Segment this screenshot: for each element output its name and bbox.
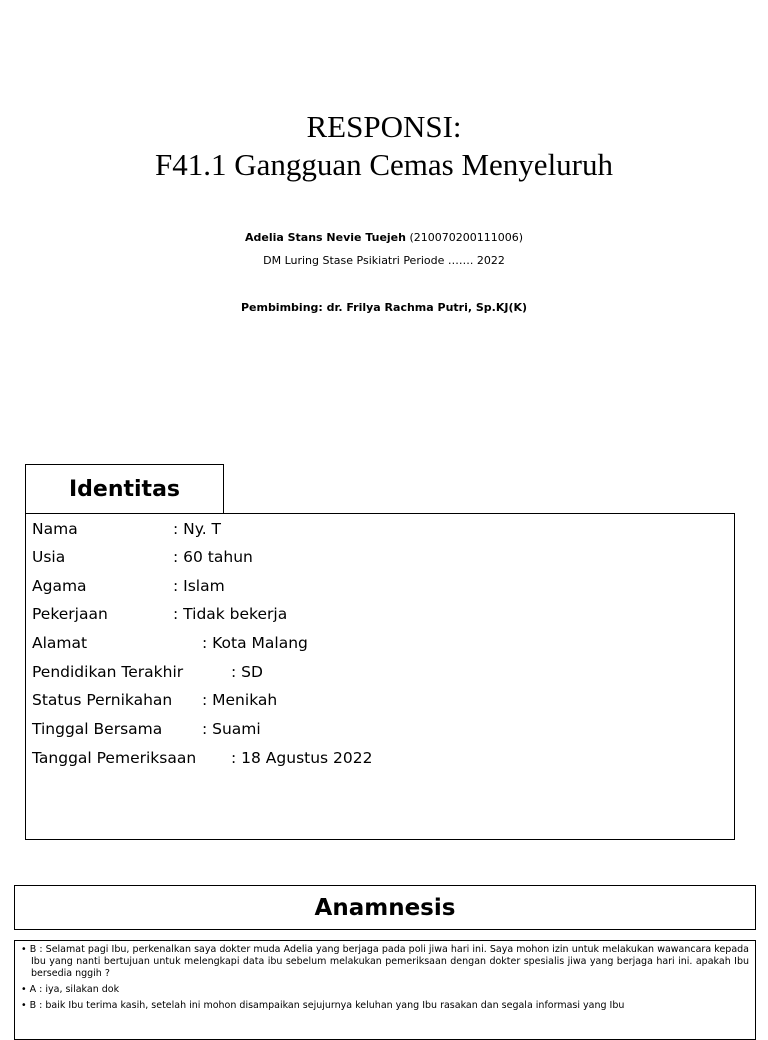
supervisor-line: Pembimbing: dr. Frilya Rachma Putri, Sp.KJ(K) bbox=[240, 301, 528, 314]
author-name: Adelia Stans Nevie Tuejeh bbox=[244, 231, 406, 244]
row-label: Tanggal Pemeriksaan bbox=[32, 749, 197, 767]
identitas-heading: Identitas bbox=[25, 464, 224, 514]
row-value: : Kota Malang bbox=[202, 634, 308, 652]
anamnesis-heading: Anamnesis bbox=[14, 885, 756, 930]
slide-title-line-2: F41.1 Gangguan Cemas Menyeluruh bbox=[154, 147, 614, 182]
row-value: : Ny. T bbox=[173, 520, 222, 538]
row-value: : Suami bbox=[202, 720, 261, 738]
row-value: : SD bbox=[231, 663, 263, 681]
row-value: : Menikah bbox=[202, 691, 278, 709]
row-label: Tinggal Bersama bbox=[32, 720, 163, 738]
row-value: : Tidak bekerja bbox=[173, 605, 288, 623]
author-nim: (210070200111006) bbox=[405, 231, 524, 244]
program-line: DM Luring Stase Psikiatri Periode ……. 2022 bbox=[263, 254, 505, 267]
row-label: Usia bbox=[32, 548, 66, 566]
dialog-line: • B : baik Ibu terima kasih, setelah ini mohon disampaikan sejujurnya keluhan yang Ibu rasakan dan segala informasi yang Ibu bbox=[21, 1000, 625, 1011]
slide-title-line-1: RESPONSI: bbox=[306, 109, 462, 144]
row-label: Agama bbox=[32, 577, 87, 595]
row-label: Alamat bbox=[32, 634, 88, 652]
row-value: : 60 tahun bbox=[173, 548, 253, 566]
author-line bbox=[0, 231, 768, 245]
anamnesis-dialog-box bbox=[14, 940, 756, 1040]
dialog-line: • A : iya, silakan dok bbox=[21, 984, 120, 995]
row-label: Pendidikan Terakhir bbox=[32, 663, 184, 681]
row-label: Pekerjaan bbox=[32, 605, 108, 623]
row-label: Nama bbox=[32, 520, 78, 538]
identitas-box bbox=[25, 513, 735, 840]
row-value: : Islam bbox=[173, 577, 225, 595]
row-label: Status Pernikahan bbox=[32, 691, 173, 709]
row-value: : 18 Agustus 2022 bbox=[231, 749, 373, 767]
dialog-line: • B : Selamat pagi Ibu, perkenalkan saya dokter muda Adelia yang berjaga pada poli jiwa hari ini. Saya mohon izin untuk melakukan wawancara kepada Ibu yang nanti bertujuan untuk melengkapi data ibu sebelum melakukan pemeriksaan dengan dokter spesialis jiwa yang berjaga hari ini. apakah Ibu bersedia nggih ? bbox=[21, 944, 749, 979]
